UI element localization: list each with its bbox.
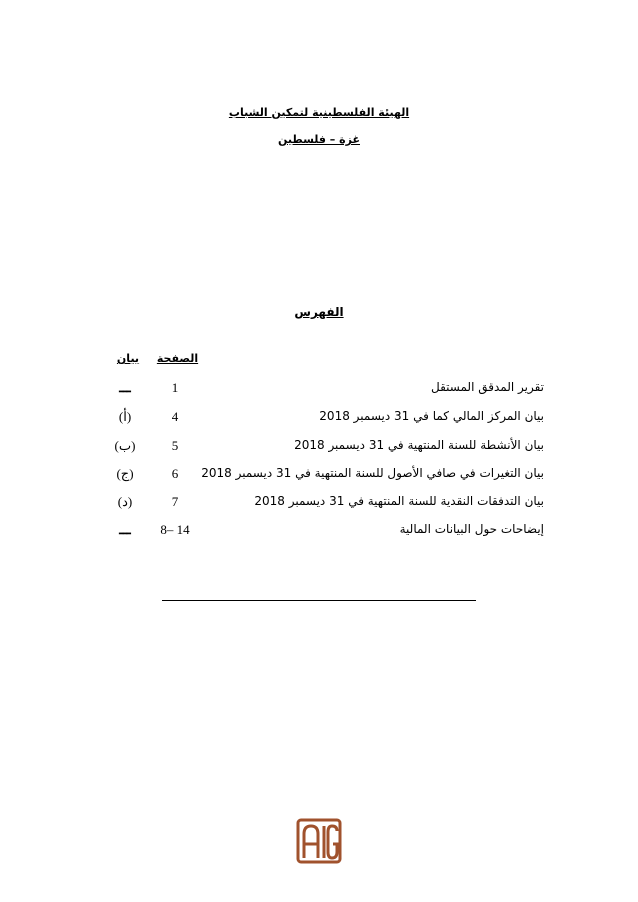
toc-row-statement: (ج)	[116, 466, 134, 481]
toc-row-page: 1	[171, 380, 179, 395]
toc-row	[0, 438, 638, 458]
toc-row-page: 6	[171, 466, 179, 481]
toc-row-page: 4	[171, 409, 179, 424]
toc-row-page: 5	[171, 438, 179, 453]
divider-line	[162, 600, 476, 601]
toc-row-statement: ـــ	[119, 522, 131, 537]
toc-row	[0, 466, 638, 486]
toc-row-statement: (ب)	[114, 438, 136, 453]
toc-row	[0, 380, 638, 400]
toc-row-title: بيان الأنشطة للسنة المنتهية في 31 ديسمبر 2018	[294, 438, 544, 452]
toc-title: الفهرس	[294, 305, 344, 319]
toc-row-statement: ـــ	[119, 380, 131, 395]
toc-row-title: تقرير المدقق المستقل	[430, 380, 544, 394]
toc-row-title: بيان التغيرات في صافي الأصول للسنة المنتهية في 31 ديسمبر 2018	[201, 466, 544, 480]
toc-row	[0, 409, 638, 429]
toc-row-statement: (أ)	[118, 409, 132, 424]
organization-name: الهيئة الفلسطينية لتمكين الشباب	[228, 106, 410, 119]
toc-row-page: 8– 14	[160, 522, 190, 537]
toc-row	[0, 494, 638, 514]
toc-row-page: 7	[171, 494, 179, 509]
location: غزة – فلسطين	[277, 133, 360, 146]
aig-logo-icon	[296, 818, 342, 864]
column-header-page: الصفحة	[156, 352, 199, 365]
toc-row-title: بيان التدفقات النقدية للسنة المنتهية في 31 ديسمبر 2018	[254, 494, 544, 508]
toc-row-title: بيان المركز المالي كما في 31 ديسمبر 2018	[319, 409, 544, 423]
column-header-statement: بيان	[116, 352, 140, 365]
toc-row-statement: (د)	[117, 494, 133, 509]
toc-row-title: إيضاحات حول البيانات المالية	[399, 522, 544, 536]
toc-row	[0, 522, 638, 542]
